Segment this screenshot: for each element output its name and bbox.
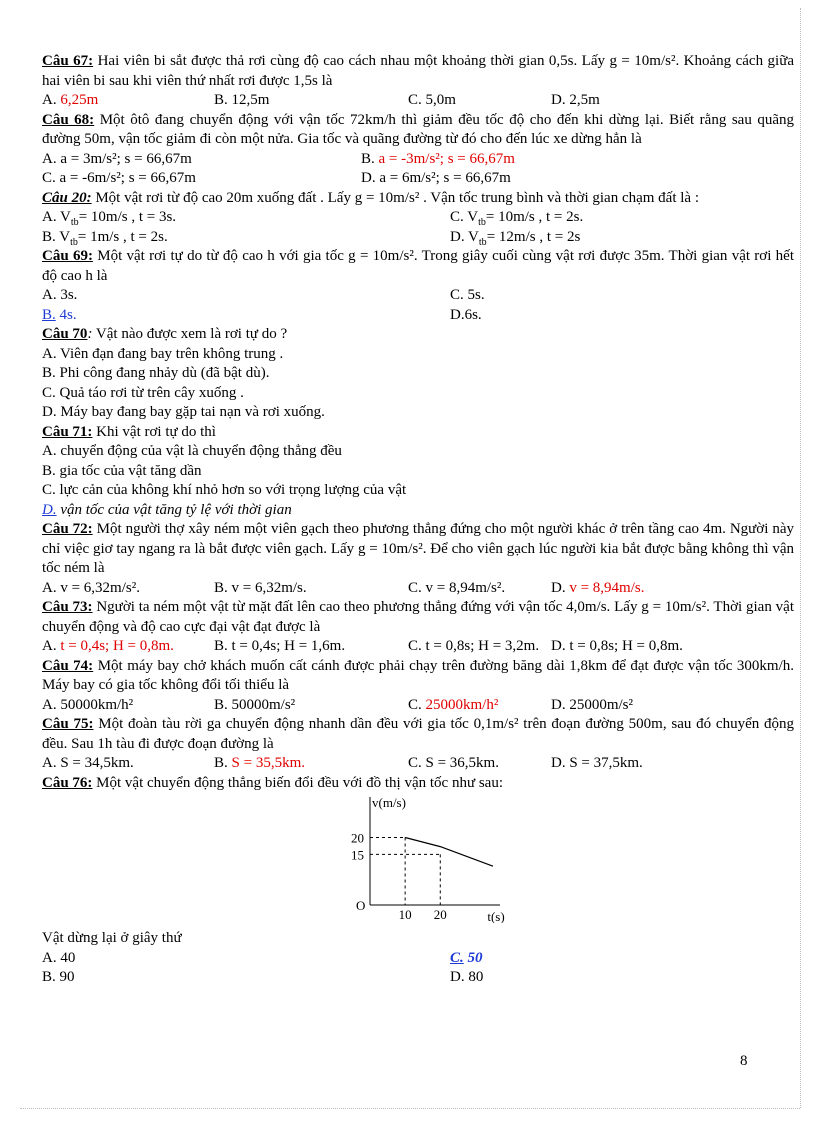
question-label: Câu 71: <box>42 423 93 440</box>
question-76 <box>42 774 794 794</box>
answer-b: B. Phi công đang nhảy dù (đã bật dù). <box>42 365 270 381</box>
question-label: Câu 73: <box>42 599 93 615</box>
page-edge-horizontal <box>20 1108 800 1109</box>
answer-c: C. a = -6m/s²; s = 66,67m <box>42 170 196 186</box>
question-text: Khi vật rơi tự do thì <box>92 423 216 440</box>
question-69 <box>42 247 794 286</box>
question-75 <box>42 715 794 754</box>
answer-c: C. S = 36,5km. <box>408 755 499 771</box>
answer-b: B. t = 0,4s; H = 1,6m. <box>214 638 346 654</box>
answer-a: A. 3s. <box>42 287 78 303</box>
answer-d: D.6s. <box>450 306 482 323</box>
answer-a: A. $V_{tb}= 10m/s$ , t = 3s. <box>42 209 177 228</box>
answer-a: A. S = 34,5km. <box>42 755 134 771</box>
answer-d: D. S = 37,5km. <box>551 755 643 771</box>
answer-c: C. $V_{tb}= 10m/s$ , t = 2s. <box>450 209 584 228</box>
answer-c: C. 5s. <box>450 287 485 303</box>
answer-c: C. lực cản của không khí nhỏ hơn so với trọng lượng của vật <box>42 482 407 498</box>
question-20 <box>42 189 794 209</box>
question-text: Người ta ném một vật từ mặt đất lên cao theo phương thẳng đứng với vận tốc 4,0m/s. Lấy g = 10m/s². Thời gian vật chuyển động và độ cao cực đại vật đạt được là <box>42 599 794 635</box>
x-tick-label: 10 <box>398 907 412 922</box>
page-number: 8 <box>740 1053 748 1069</box>
answer-d: D. $V_{tb}= 12m/s$ , t = 2s <box>450 228 581 248</box>
answer-row <box>42 579 794 599</box>
question-label: Câu 76: <box>42 774 93 791</box>
origin-label: O <box>356 898 366 913</box>
question-text: Một vật rơi từ độ cao 20m xuống đất . Lấy g = 10m/s² . Vận tốc trung bình và thời gian chạm đất là : <box>91 189 699 206</box>
answer-row <box>42 696 794 716</box>
answer-row <box>42 150 794 170</box>
x-axis-label: t(s) <box>487 909 505 923</box>
answer-c: C. v = 8,94m/s². <box>408 579 506 596</box>
answer-row <box>42 169 794 189</box>
answer-c: C. 50 <box>450 949 483 966</box>
velocity-time-graph <box>340 793 510 923</box>
answer-row <box>42 949 794 969</box>
answer-a: A. v = 6,32m/s². <box>42 579 140 596</box>
answer-c: C. 25000km/h² <box>408 696 499 713</box>
question-label: Câu 68: <box>42 111 95 128</box>
y-tick-label: 15 <box>351 847 364 863</box>
page-edge-vertical <box>800 8 801 1108</box>
answer-b: B. S = 35,5km. <box>214 755 305 771</box>
answer-d: D. 80 <box>450 969 484 985</box>
answer-row <box>42 637 794 657</box>
answer-d: D. 2,5m <box>551 92 600 108</box>
document-page <box>42 52 794 988</box>
question-74 <box>42 657 794 696</box>
answer-b: B. 90 <box>42 969 75 985</box>
answer-b: B. v = 6,32m/s. <box>214 579 307 596</box>
answer-row <box>42 286 794 306</box>
x-tick-label: 20 <box>433 907 447 922</box>
question-76-prompt: Vật dừng lại ở giây thứ <box>42 930 182 946</box>
answer-row <box>42 306 794 326</box>
answer-row <box>42 754 794 774</box>
question-67 <box>42 52 794 91</box>
answer-row <box>42 91 794 111</box>
answer-a: A. a = 3m/s²; s = 66,67m <box>42 150 192 167</box>
answer-c: C. Quả táo rơi từ trên cây xuống . <box>42 384 244 401</box>
answer-d: D. Máy bay đang bay gặp tai nạn và rơi xuống. <box>42 404 325 420</box>
answer-b: B. 50000m/s² <box>214 696 296 713</box>
answer-d: D. v = 8,94m/s. <box>551 579 645 596</box>
question-label: Câu 20: <box>42 189 92 206</box>
answer-b: B. a = -3m/s²; s = 66,67m <box>361 150 515 167</box>
question-text: Hai viên bi sắt được thả rơi cùng độ cao cách nhau một khoảng thời gian 0,5s. Lấy g = 10m/s². Khoảng cách giữa hai viên bi sau khi viên thứ nhất rơi được 1,5s là <box>42 53 794 89</box>
answer-c: C. 5,0m <box>408 92 456 108</box>
answer-a: A. t = 0,4s; H = 0,8m. <box>42 638 174 654</box>
question-text: Vật nào được xem là rơi tự do ? <box>92 326 288 342</box>
answer-d: D. t = 0,8s; H = 0,8m. <box>551 638 683 654</box>
question-label: Câu 70 <box>42 326 88 342</box>
question-text: Một ôtô đang chuyển động với vận tốc 72km/h thì giảm đều tốc độ cho đến khi dừng lại. Biết rằng sau quãng đường 50m, vận tốc giảm đi còn một nửa. Gia tốc và quãng đường từ đó cho đến lúc xe dừng hẳn là <box>42 111 794 147</box>
question-text: Một đoàn tàu rời ga chuyển động nhanh dần đều với gia tốc 0,1m/s² trên đoạn đường 500m, sau đó chuyển động đều. Sau 1h tàu đi được đoạn đường là <box>42 716 795 752</box>
question-label: Câu 69: <box>42 248 93 264</box>
question-text: Một máy bay chở khách muốn cất cánh được phải chạy trên đường băng dài 1,8km để đạt được vận tốc 300km/h. Máy bay có gia tốc không đổi tối thiểu là <box>42 657 795 693</box>
answer-d: D. vận tốc của vật tăng tỷ lệ với thời gian <box>42 501 292 518</box>
velocity-line <box>405 838 493 867</box>
question-label: Câu 74: <box>42 657 94 674</box>
answer-b: B. 12,5m <box>214 92 270 108</box>
answer-a: A. 6,25m <box>42 92 99 108</box>
answer-row <box>42 208 794 228</box>
question-72 <box>42 520 794 579</box>
answer-a: A. 40 <box>42 949 76 966</box>
question-70: Câu 70: Vật nào được xem là rơi tự do ? <box>42 326 288 342</box>
answer-b: B. $V_{tb}= 1m/s$ , t = 2s. <box>42 228 168 248</box>
answer-b: B. 4s. <box>42 306 77 323</box>
question-text: Một người thợ xây ném một viên gạch theo phương thẳng đứng cho một người khác ở trên tầng cao 4m. Người này chỉ việc giơ tay ngang ra là bắt được viên gạch. Lấy g = 10m/s². Để cho viên gạch lúc người kia bắt được bằng không thì vận tốc ném là <box>42 521 795 576</box>
question-73 <box>42 598 794 637</box>
answer-d: D. a = 6m/s²; s = 66,67m <box>361 170 511 186</box>
velocity-time-chart <box>340 793 510 923</box>
question-label: Câu 72: <box>42 521 93 537</box>
answer-a: A. Viên đạn đang bay trên không trung . <box>42 345 284 362</box>
question-text: Một vật rơi tự do từ độ cao h với gia tốc g = 10m/s². Trong giây cuối cùng vật rơi được 35m. Thời gian vật rơi hết độ cao h là <box>42 248 795 284</box>
question-68 <box>42 111 794 150</box>
question-label: Câu 67: <box>42 53 94 69</box>
answer-a: A. chuyển động của vật là chuyển động thẳng đều <box>42 443 342 459</box>
question-text: Một vật chuyển động thẳng biến đổi đều với đồ thị vận tốc như sau: <box>92 774 504 791</box>
answer-a: A. 50000km/h² <box>42 696 134 713</box>
answer-c: C. t = 0,8s; H = 3,2m. <box>408 638 540 654</box>
question-71 <box>42 423 794 443</box>
question-label: Câu 75: <box>42 716 94 732</box>
answer-row <box>42 968 794 988</box>
y-axis-label: v(m/s) <box>372 795 406 810</box>
y-tick-label: 20 <box>351 830 364 846</box>
answer-b: B. gia tốc của vật tăng dần <box>42 462 202 479</box>
answer-row <box>42 228 794 248</box>
answer-d: D. 25000m/s² <box>551 696 634 713</box>
